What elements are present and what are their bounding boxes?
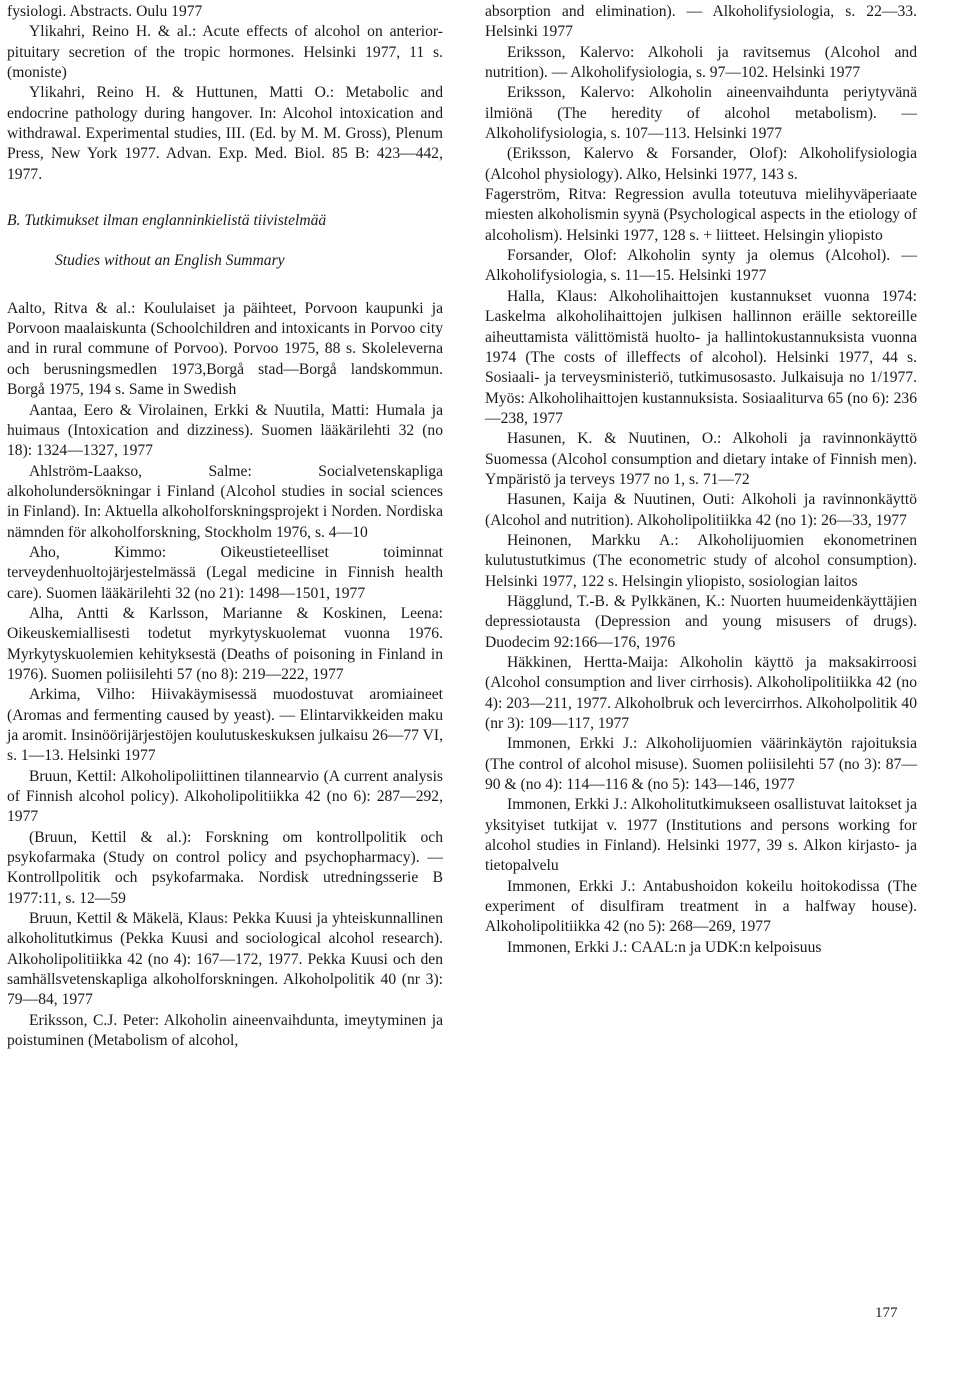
- bib-entry: Immonen, Erkki J.: CAAL:n ja UDK:n kelpoisuus: [507, 938, 822, 956]
- bib-entry: Aalto, Ritva & al.: Koululaiset ja päihteet, Porvoon kaupunki ja Porvoon maalaiskunta (Schoolchildren and intoxicants in Porvoo city and in rural commune of Porvoo). Porvoo 1975, 88 s. Skoleleverna och berusningsmedlen 1973,Borgå stad—Borgå landskommun. Borgå 1975, 194 s. Same in Swedish: [7, 299, 443, 399]
- section-subheading: Studies without an English Summary: [55, 252, 285, 270]
- bib-entry: Bruun, Kettil & Mäkelä, Klaus: Pekka Kuusi ja yhteiskunnallinen alkoholitutkimus (Pekka Kuusi and sociological alcohol research). Alkoholipolitiikka 42 (no 4): 167—172, 1977. Pekka Kuusi och den samhällsvetenskapliga alkoholforskningen. Alkoholpolitik 40 (nr 3): 79—84, 1977: [7, 910, 443, 1009]
- page-number: 177: [875, 1305, 898, 1321]
- bib-entry: Aho, Kimmo: Oikeustieteelliset toiminnat terveydenhuoltojärjestelmässä (Legal medicine in Finnish health care). Suomen lääkärilehti 32 (no 21): 1498—1501, 1977: [7, 543, 443, 602]
- bib-entry: Hägglund, T.-B. & Pylkkänen, K.: Nuorten huumeidenkäyttäjien depressiotausta (Depression and young misusers of drugs). Duodecim 92:166—176, 1976: [485, 592, 917, 651]
- bib-entry: Forsander, Olof: Alkoholin synty ja olemus (Alcohol). — Alkoholifysiologia, s. 11—15. Helsinki 1977: [485, 247, 917, 285]
- bib-entry: Fagerström, Ritva: Regression avulla toteutuva mielihyväperiaate miesten alkoholismin syynä (Psychological aspects in the etiology of alcoholism). Helsinki 1977, 128 s. + liitteet. Helsingin yliopisto: [485, 186, 917, 244]
- bib-entry: Immonen, Erkki J.: Antabushoidon kokeilu hoitokodissa (The experiment of disulfiram treatment in a halfway house). Alkoholipolitiikka 42 (no 5): 268—269, 1977: [485, 877, 917, 936]
- bib-entry: fysiologi. Abstracts. Oulu 1977: [7, 3, 203, 20]
- bib-entry: Eriksson, Kalervo: Alkoholin aineenvaihdunta periytyvänä ilmiönä (The heredity of alcohol metabolism). — Alkoholifysiologia, s. 107—113. Helsinki 1977: [485, 84, 917, 143]
- bib-entry: Alha, Antti & Karlsson, Marianne & Koskinen, Leena: Oikeuskemiallisesti todetut myrkytyskuolemat vuonna 1976. Myrkytyskuolemien kehityksestä (Deaths of poisoning in Finland in 1976). Suomen poliisilehti 57 (no 8): 219—222, 1977: [7, 604, 443, 683]
- bib-entry: (Eriksson, Kalervo & Forsander, Olof): Alkoholifysiologia (Alcohol physiology). Alko, Helsinki 1977, 143 s.: [485, 145, 917, 183]
- bib-entry: Hasunen, Kaija & Nuutinen, Outi: Alkoholi ja ravinnonkäyttö (Alcohol and nutrition). Alkoholipolitiikka 42 (no 1): 26—33, 1977: [485, 491, 917, 529]
- bib-entry: Hasunen, K. & Nuutinen, O.: Alkoholi ja ravinnonkäyttö Suomessa (Alcohol consumption and dietary intake of Finnish men). Ympäristö ja terveys 1977 no 1, s. 71—72: [485, 430, 917, 488]
- bib-entry: Ylikahri, Reino H. & Huttunen, Matti O.: Metabolic and endocrine pathology during hangover. In: Alcohol intoxication and withdrawal. Experimental studies, III. (Ed. by M. M. Gross), Plenum Press, New York 1977. Advan. Exp. Med. Biol. 85 B: 423—442, 1977.: [7, 84, 443, 183]
- bib-entry: Arkima, Vilho: Hiivakäymisessä muodostuvat aromiaineet (Aromas and fermenting caused by yeast). — Elintarvikkeiden maku ja aromit. Insinöörijärjestöjen koulutuskeskuksen julkaisu 26—77 VI, s. 1—13. Helsinki 1977: [7, 686, 443, 765]
- bib-entry: Eriksson, Kalervo: Alkoholi ja ravitsemus (Alcohol and nutrition). — Alkoholifysiologia, s. 97—102. Helsinki 1977: [485, 43, 917, 82]
- section-heading: B. Tutkimukset ilman englanninkielistä tiivistelmää: [7, 212, 327, 230]
- bib-entry: (Bruun, Kettil & al.): Forskning om kontrollpolitik och psykofarmaka (Study on control policy and psychopharmacy). — Kontrollpolitik och psykofarmaka. Nordisk utredningsserie B 1977:11, s. 12—59: [7, 828, 443, 907]
- bib-entry: Halla, Klaus: Alkoholihaittojen kustannukset vuonna 1974: Laskelma alkoholihaittojen julkisen hallinnon eräille sektoreille aiheuttamista välittömistä huolto- ja hallintokustannuksista vuonna 1974 (The costs of illeffects of alcohol). Helsinki 1977, 44 s. Sosiaali- ja terveysministeriö, tutkimusosasto. Julkaisuja no 1/1977. Myös: Alkoholihaittojen kustannuksista. Sosiaaliturva 65 (no 6): 236—238, 1977: [485, 287, 917, 427]
- right-column: [485, 2, 917, 958]
- bib-entry: Bruun, Kettil: Alkoholipoliittinen tilannearvio (A current analysis of Finnish alcohol policy). Alkoholipolitiikka 42 (no 6): 287—292, 1977: [7, 767, 443, 826]
- bib-entry-continuation: absorption and elimination). — Alkoholifysiologia, s. 22—33. Helsinki 1977: [485, 3, 917, 41]
- bib-entry: Immonen, Erkki J.: Alkoholijuomien väärinkäytön rajoituksia (The control of alcohol misuse). Suomen poliisilehti 57 (no 3): 87—90 & (no 4): 114—116 & (no 5): 143—146, 1977: [485, 735, 917, 794]
- bib-entry: Ahlström-Laakso, Salme: Socialvetenskapliga alkoholundersökningar i Finland (Alcohol studies in social sciences in Finland). In: Aktuella alkoholforskningsprojekt i Norden. Nordiska nämnden för alkoholforskning, Stockholm 1976, s. 4—10: [7, 462, 443, 541]
- bib-entry: Immonen, Erkki J.: Alkoholitutkimukseen osallistuvat laitokset ja yksityiset tutkijat v. 1977 (Institutions and persons working for alcohol studies in Finland). Helsinki 1977, 39 s. Alkon kirjasto- ja tietopalvelu: [485, 796, 917, 875]
- left-column: [7, 2, 443, 1052]
- bib-entry: Aantaa, Eero & Virolainen, Erkki & Nuutila, Matti: Humala ja huimaus (Intoxication and dizziness). Suomen lääkärilehti 32 (no 18): 1324—1327, 1977: [7, 401, 443, 460]
- bib-entry: Ylikahri, Reino H. & al.: Acute effects of alcohol on anterior-pituitary secretion of the tropic hormones. Helsinki 1977, 11 s. (moniste): [7, 23, 443, 82]
- bib-entry: Heinonen, Markku A.: Alkoholijuomien ekonometrinen kulutustutkimus (The econometric study of alcohol consumption). Helsinki 1977, 122 s. Helsingin yliopisto, sosiologian laitos: [485, 531, 917, 590]
- bib-entry: Eriksson, C.J. Peter: Alkoholin aineenvaihdunta, imeytyminen ja poistuminen (Metabolism of alcohol,: [7, 1011, 443, 1050]
- bib-entry: Häkkinen, Hertta-Maija: Alkoholin käyttö ja maksakirroosi (Alcohol consumption and liver cirrhosis). Alkoholipolitiikka 42 (no 4): 203—211, 1977. Alkoholbruk och levercirrhos. Alkoholpolitik 40 (nr 3): 109—117, 1977: [485, 654, 917, 733]
